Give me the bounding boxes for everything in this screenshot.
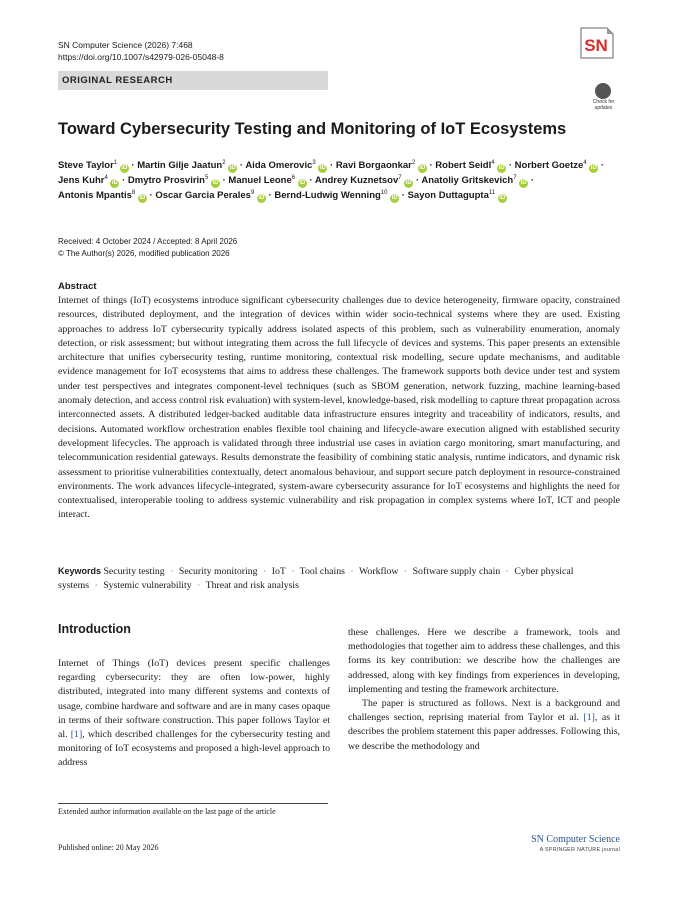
intro-paragraph-1a: Internet of Things (IoT) devices present specific challenges regarding cybersecurity: they are often low-power, highly distributed, integrated into many different systems and contexts of usage, combine hardware and software and are in many cases opaque in terms of their software construction. This paper follows Taylor et al. <box>58 658 330 741</box>
orcid-icon[interactable]: iD <box>229 165 236 171</box>
affiliation-number: 2 <box>411 159 416 166</box>
check-updates-label: Check for updates <box>592 99 615 111</box>
keyword-separator: · <box>403 566 408 577</box>
intro-paragraph-3 <box>348 697 620 754</box>
orcid-icon[interactable]: iD <box>212 180 219 186</box>
keyword-separator: · <box>291 566 295 577</box>
keyword-separator: · <box>505 566 509 577</box>
affiliation-number: 7 <box>398 174 402 181</box>
introduction-heading: Introduction <box>58 622 131 636</box>
affiliation-number: 11 <box>488 189 496 196</box>
affiliation-number: 4 <box>491 159 495 166</box>
orcid-icon[interactable]: iD <box>419 165 426 171</box>
article-title: Toward Cybersecurity Testing and Monitoring of IoT Ecosystems <box>58 120 567 138</box>
orcid-icon[interactable]: iD <box>520 180 527 186</box>
affiliation-number: 6 <box>291 174 296 181</box>
author-list: Steve Taylor$^1$ iD · Martin Gilje Jaatun$^2$ iD · Aida Omerovic$^3$ iD · Ravi Borgaonkar$^2$ iD · Robert Seidl$^4$ iD · Norbert Goetze$^4$ iD · Jens Kuhr$^4$ iD · Dmytro Prosvirin$^5$ iD · Manuel Leone$^6$ iD · Andrey Kuznetsov$^7$ iD · Anatoliy Gritskevich$^7$ iD · Antonis Mpantis$^8$ iD · Oscar Garcia Perales$^9$ iD · Bernd-Ludwig Wenning$^{10}$ iD · Sayon Duttagupta$^{11}$ iD <box>58 159 605 201</box>
author-name: Norbert Goetze <box>514 160 584 171</box>
keyword: Software supply chain <box>412 566 501 577</box>
keywords-heading: Keywords <box>58 566 102 576</box>
keyword: Tool chains <box>299 566 345 577</box>
author[interactable] <box>421 175 528 186</box>
journal-citation: SN Computer Science (2026) 7:468 <box>58 40 193 50</box>
orcid-icon[interactable]: iD <box>121 165 128 171</box>
author[interactable] <box>58 160 129 171</box>
published-date: Published online: 20 May 2026 <box>58 843 159 852</box>
article-dates <box>58 236 237 259</box>
affiliation-number: 5 <box>204 174 209 181</box>
intro-paragraph-1b: , which described challenges for the cybersecurity testing and monitoring of IoT ecosystems and proposed a high-level approach to address <box>58 729 331 769</box>
orcid-icon[interactable]: iD <box>299 180 306 186</box>
author-name: Ravi Borgaonkar <box>335 160 412 171</box>
footnote-divider <box>58 803 328 804</box>
orcid-icon[interactable]: iD <box>111 180 118 186</box>
author-name: Jens Kuhr <box>58 175 105 186</box>
footer-publisher: A SPRINGER NATURE journal <box>539 847 620 853</box>
author[interactable] <box>435 160 506 171</box>
affiliation-number: 9 <box>250 189 255 196</box>
crossmark-icon <box>595 83 611 99</box>
orcid-icon[interactable]: iD <box>499 195 506 201</box>
keyword: Security monitoring <box>178 566 258 577</box>
received-accepted: Received: 4 October 2024 / Accepted: 8 April 2026 <box>58 237 238 246</box>
sn-logo-text: SN <box>584 36 608 55</box>
author[interactable] <box>137 160 237 171</box>
affiliation-number: 4 <box>104 174 108 181</box>
check-for-updates-badge[interactable] <box>587 83 620 113</box>
author-name: Anatoliy Gritskevich <box>421 175 514 186</box>
keyword: Systemic vulnerability <box>103 579 192 591</box>
author[interactable] <box>58 190 147 201</box>
keyword: Threat and risk analysis <box>205 579 299 591</box>
author[interactable] <box>274 190 399 201</box>
author-name: Manuel Leone <box>228 175 292 186</box>
author-name: Martin Gilje Jaatun <box>137 160 223 171</box>
affiliation-number: 7 <box>513 174 517 181</box>
sn-journal-logo <box>577 22 617 62</box>
keyword-separator: · <box>262 566 267 577</box>
affiliation-number: 1 <box>113 159 118 166</box>
footnote: Extended author information available on the last page of the article <box>58 807 276 816</box>
keyword: Cyber physical systems <box>58 566 574 591</box>
doi-link[interactable]: https://doi.org/10.1007/s42979-026-05048-8 <box>58 52 224 62</box>
author[interactable] <box>58 175 119 186</box>
keyword: Security testing <box>103 566 165 577</box>
author[interactable] <box>228 175 306 186</box>
affiliation-number: 8 <box>131 189 136 196</box>
keywords <box>58 565 603 592</box>
intro-paragraph-3a: The paper is structured as follows. Next is a background and challenges section, reprising material from Taylor et al. <box>348 698 620 724</box>
keyword-separator: · <box>197 579 201 591</box>
copyright: © The Author(s) 2026, modified publication 2026 <box>58 248 230 258</box>
reference-link[interactable]: [1] <box>583 712 595 724</box>
keyword-separator: · <box>170 566 174 577</box>
intro-paragraph-2: these challenges. Here we describe a framework, tools and methodologies that together aim to address these challenges, and this forms its key contribution: we describe how the challenges are addressed, along with key findings from experiences in developing, implementing and testing the framework architecture. <box>348 627 620 695</box>
keyword: IoT <box>271 566 286 577</box>
affiliation-number: 2 <box>222 159 226 166</box>
orcid-icon[interactable]: iD <box>498 165 505 171</box>
footer-journal-name: SN Computer Science <box>531 834 620 845</box>
intro-left-column <box>58 657 330 771</box>
author[interactable] <box>515 160 599 171</box>
reference-link[interactable]: [1] <box>70 729 83 741</box>
author-name: Steve Taylor <box>58 160 114 171</box>
intro-paragraph-3b: , as it describes the problem statement this paper addresses. Following this, we describe the methodology and <box>348 712 620 752</box>
author-name: Robert Seidl <box>435 160 492 171</box>
orcid-icon[interactable]: iD <box>258 195 265 201</box>
author-name: Bernd-Ludwig Wenning <box>274 190 381 201</box>
orcid-icon[interactable]: iD <box>139 195 146 201</box>
author-name: Sayon Duttagupta <box>407 190 489 201</box>
author-name: Aida Omerovic <box>245 160 313 171</box>
author-name: Antonis Mpantis <box>58 190 132 201</box>
author-name: Andrey Kuznetsov <box>314 175 399 186</box>
abstract-text: Internet of things (IoT) ecosystems introduce significant cybersecurity challenges due to device heterogeneity, firmware opacity, constrained resources, distributed deployment, and the integration of devices within wider socio-technical systems where they are used. Existing approaches to address IoT cybersecurity typically address isolated aspects of this problem, such as vulnerability enumeration, anomaly detection, or risk assessment; but without integrating them across the full lifecycle of devices and systems. This paper presents an extensible architecture that unifies cybersecurity testing, runtime monitoring, contextual risk modelling, secure update mechanisms, and auditable evidence management for IoT ecosystems that aims to address these challenges. The framework supports both device under test and system under test perspectives and integrates component-level techniques (such as SBOM generation, network fuzzing, machine learning-based anomaly detection, and access control risk evaluation) with system-level, knowledge-based, risk modelling to capture threat propagation across interconnected assets. A distributed ledger-backed auditable data infrastructure ensures integrity and traceability of indicators, results, and decisions. Automated workflow orchestration enables flexible tool chaining and lifecycle-aware execution aligned with established security development lifecycles. The approach is validated through three industrial use cases in aviation cargo monitoring, smart manufacturing, and telecommunication residential gateways. Results demonstrate the feasibility of combining static analysis, runtime indicators, and dynamic risk assessment to prioritise vulnerabilities contextually, detect anomalous behaviour, and support secure patch deployment in resource-constrained environments. The work advances lifecycle-integrated, system-aware cybersecurity assurance for IoT ecosystems and highlights the need for contextualised, interoperable tooling to address systemic vulnerability and risk propagation in complex systems where IoT, ICT and people interact. <box>58 295 620 521</box>
author[interactable] <box>315 175 413 186</box>
author-name: Dmytro Prosvirin <box>127 175 205 186</box>
author[interactable] <box>336 160 427 171</box>
abstract-heading: Abstract <box>58 281 97 292</box>
intro-right-column <box>348 626 620 754</box>
section-label: ORIGINAL RESEARCH <box>62 75 173 86</box>
orcid-icon[interactable]: iD <box>319 165 326 171</box>
author[interactable] <box>245 160 327 171</box>
author[interactable] <box>128 175 220 186</box>
author[interactable] <box>408 190 507 201</box>
orcid-icon[interactable]: iD <box>405 180 412 186</box>
keyword-separator: · <box>94 579 98 591</box>
author[interactable] <box>155 190 266 201</box>
orcid-icon[interactable]: iD <box>391 195 398 201</box>
affiliation-number: 4 <box>583 159 587 166</box>
author-name: Oscar Garcia Perales <box>155 190 251 201</box>
affiliation-number: 10 <box>380 189 388 196</box>
orcid-icon[interactable]: iD <box>590 165 597 171</box>
affiliation-number: 3 <box>312 159 316 166</box>
keyword: Workflow <box>358 566 399 577</box>
keyword-separator: · <box>350 566 354 577</box>
